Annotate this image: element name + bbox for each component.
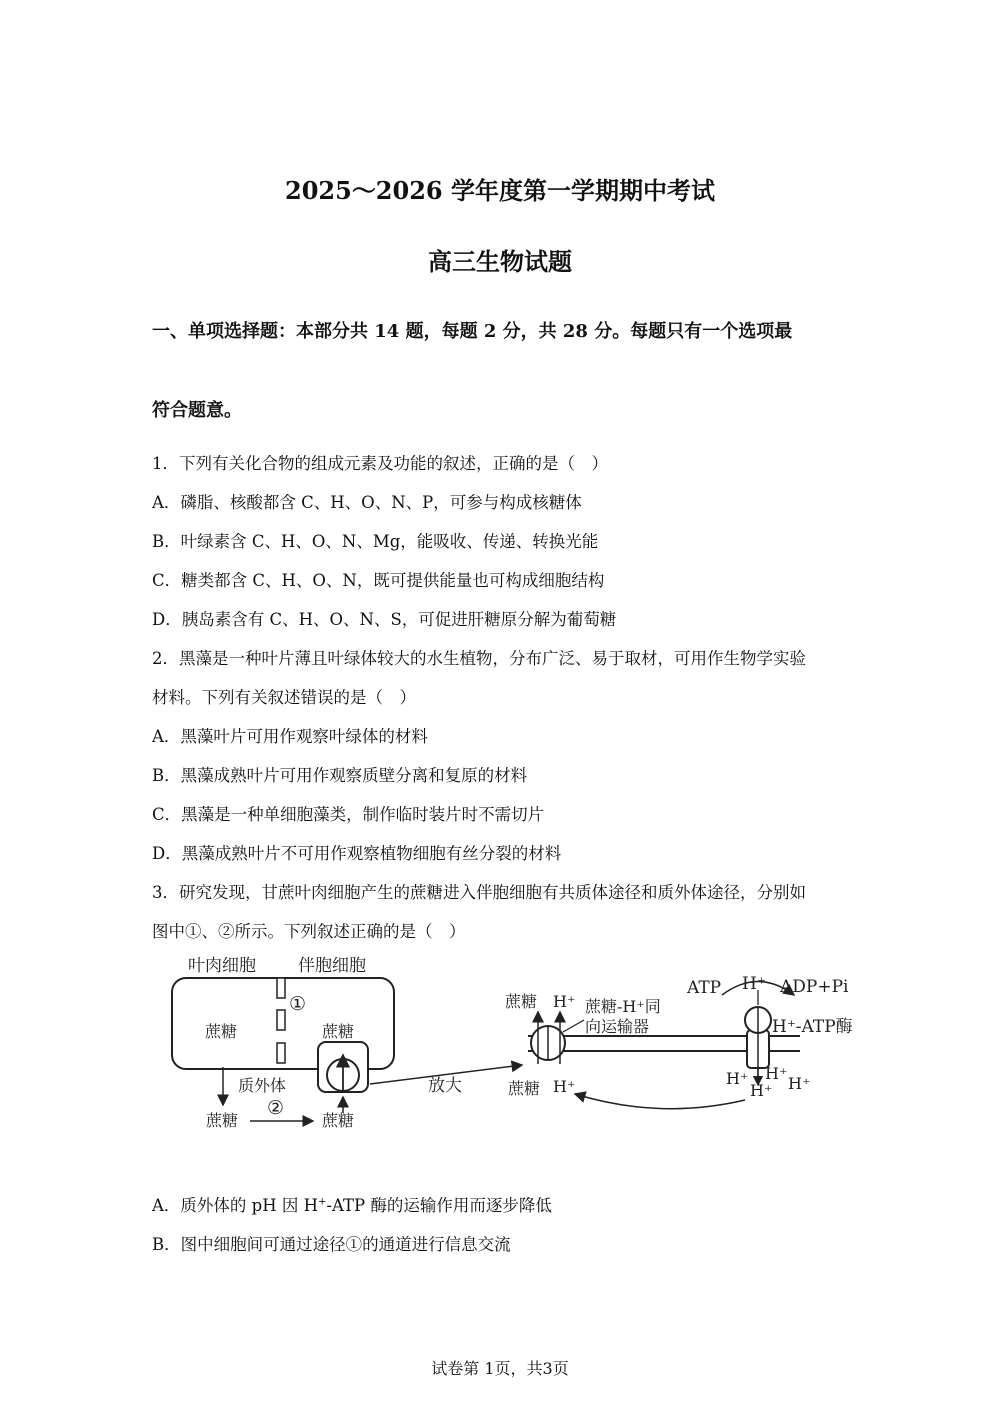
label-h-atpase-top: H⁺ [742,974,766,994]
label-h-out-3: H⁺ [788,1074,811,1093]
q2-option-d: D．黑藻成熟叶片不可用作观察植物细胞有丝分裂的材料 [152,844,562,863]
q3-option-b: B．图中细胞间可通过途径①的通道进行信息交流 [152,1235,511,1254]
exam-title: 2025～2026 学年度第一学期期中考试 [285,176,715,205]
label-sucrose-uptake: 蔗糖 [322,1111,355,1130]
symporter-pointer [563,1020,584,1032]
exam-subtitle: 高三生物试题 [428,247,572,276]
plasmodesma-channel [277,978,285,998]
plasmodesma-channel [277,1010,285,1030]
section-heading-line2: 符合题意。 [152,400,242,421]
label-h-out-2: H⁺ [765,1064,788,1083]
q1-option-b: B．叶绿素含 C、H、O、N、Mg，能吸收、传递、转换光能 [152,532,599,551]
label-magnify: 放大 [428,1076,462,1096]
q2-option-b: B．黑藻成熟叶片可用作观察质壁分离和复原的材料 [152,766,528,785]
label-sucrose-top: 蔗糖 [505,992,538,1011]
label-sucrose-companion: 蔗糖 [322,1022,355,1041]
label-sucrose-apoplast: 蔗糖 [206,1111,239,1130]
label-path-2: ② [267,1097,285,1119]
label-sucrose-mesophyll: 蔗糖 [205,1022,238,1041]
label-symporter-2: 向运输器 [585,1017,650,1036]
label-atp: ATP [687,978,722,998]
label-companion-cell: 伴胞细胞 [298,956,366,976]
label-adp-pi: ADP+Pi [780,977,849,997]
q1-option-d: D．胰岛素含有 C、H、O、N、S，可促进肝糖原分解为葡萄糖 [152,610,617,629]
q2-stem-line2: 材料。下列有关叙述错误的是（ ） [152,688,416,707]
section-heading-line1: 一、单项选择题：本部分共 14 题，每题 2 分，共 28 分。每题只有一个选项最 [152,321,793,342]
label-atpase: H⁺-ATP酶 [772,1017,853,1037]
q3-stem-line1: 3．研究发现，甘蔗叶肉细胞产生的蔗糖进入伴胞细胞有共质体途径和质外体途径，分别如 [152,883,806,902]
label-h-top: H⁺ [553,992,576,1011]
q1-stem: 1．下列有关化合物的组成元素及功能的叙述，正确的是（ ） [152,454,608,473]
q3-stem-line2: 图中①、②所示。下列叙述正确的是（ ） [152,922,466,941]
label-symporter-1: 蔗糖-H⁺同 [585,997,661,1016]
q2-option-c: C．黑藻是一种单细胞藻类，制作临时装片时不需切片 [152,805,545,824]
label-path-1: ① [289,993,307,1015]
h-return-arrow [575,1094,745,1109]
label-h-out-1: H⁺ [726,1069,749,1088]
q2-option-a: A．黑藻叶片可用作观察叶绿体的材料 [152,727,428,746]
q1-option-c: C．糖类都含 C、H、O、N，既可提供能量也可构成细胞结构 [152,571,605,590]
label-h-bottom: H⁺ [553,1077,576,1096]
label-h-out-4: H⁺ [750,1081,773,1100]
page-footer: 试卷第 1页，共3页 [431,1359,569,1378]
q1-option-a: A．磷脂、核酸都含 C、H、O、N、P，可参与构成核糖体 [152,493,582,512]
label-apoplast: 质外体 [238,1076,287,1095]
label-mesophyll-cell: 叶肉细胞 [188,956,256,976]
q2-stem-line1: 2．黑藻是一种叶片薄且叶绿体较大的水生植物，分布广泛、易于取材，可用作生物学实验 [152,649,806,668]
label-sucrose-bottom: 蔗糖 [508,1079,541,1098]
sucrose-transport-figure [150,950,870,1140]
plasmodesma-channel [277,1043,285,1063]
q3-option-a: A．质外体的 pH 因 H+-ATP 酶的运输作用而逐步降低 [152,1196,552,1215]
